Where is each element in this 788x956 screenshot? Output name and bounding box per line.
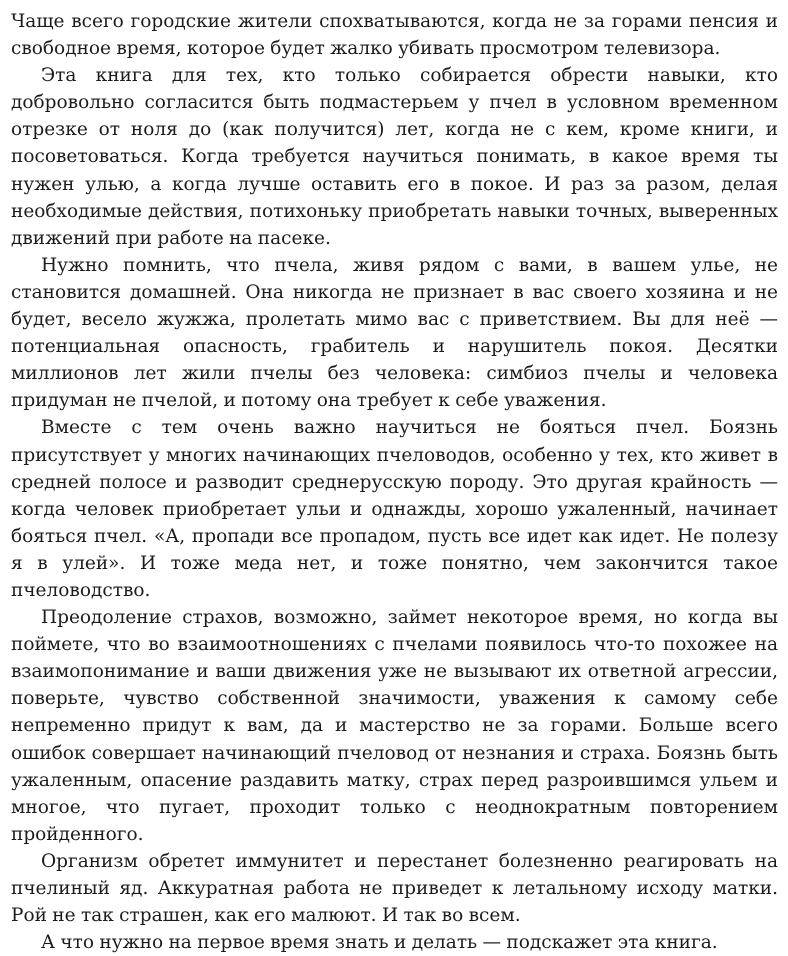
paragraph-6: Организм обретет иммунитет и перестанет болезненно реагировать на пчелиный яд. Аккуратная работа не приведет к летальному исходу матки. Рой не так страшен, как его малюют. И так во всем. bbox=[11, 850, 778, 927]
paragraph-3: Нужно помнить, что пчела, живя рядом с вами, в вашем улье, не становится домашней. Она никогда не признает в вас своего хозяина и не будет, весело жужжа, пролетать мимо вас с приветствием. Вы для неё — потенциальная опасность, грабитель и нарушитель покоя. Десятки миллионов лет жили пчелы без человека: симбиоз пчелы и человека придуман не пчелой, и потому она требует к себе уважения. bbox=[11, 254, 778, 412]
paragraph-5: Преодоление страхов, возможно, займет некоторое время, но когда вы поймете, что во взаимоотношениях с пчелами появилось что-то похожее на взаимопонимание и ваши движения уже не вызывают их ответной агрессии, поверьте, чувство собственной значимости, уважения к самому себе непременно придут к вам, да и мастерство не за горами. Больше всего ошибок совершает начинающий пчеловод от незнания и страха. Боязнь быть ужаленным, опасение раздавить матку, страх перед разроившимся ульем и многое, что пугает, проходит только с неоднократным повторением пройденного. bbox=[11, 607, 778, 845]
paragraph-7: А что нужно на первое время знать и делать — подскажет эта книга. bbox=[41, 932, 718, 954]
paragraph-1: Чаще всего городские жители спохватываются, когда не за горами пенсия и свободное время, которое будет жалко убивать просмотром телевизора. bbox=[11, 11, 778, 60]
paragraph-2: Эта книга для тех, кто только собирается обрести навыки, кто добровольно согласится быть подмастерьем у пчел в условном временном отрезке от ноля до (как получится) лет, когда не с кем, кроме книги, и посоветоваться. Когда требуется научиться понимать, в какое время ты нужен улью, а когда лучше оставить его в покое. И раз за разом, делая необходимые действия, потихоньку приобретать навыки точных, выверенных движений при работе на пасеке. bbox=[11, 65, 778, 249]
paragraph-4: Вместе с тем очень важно научиться не бояться пчел. Боязнь присутствует у многих начинающих пчеловодов, особенно у тех, кто живет в средней полосе и разводит среднерусскую породу. Это другая крайность — когда человек приобретает ульи и однажды, хорошо ужаленный, начинает бояться пчел. «А, пропади все пропадом, пусть все идет как идет. Не полезу я в улей». И тоже меда нет, и тоже понятно, чем закончится такое пчеловодство. bbox=[11, 417, 778, 601]
